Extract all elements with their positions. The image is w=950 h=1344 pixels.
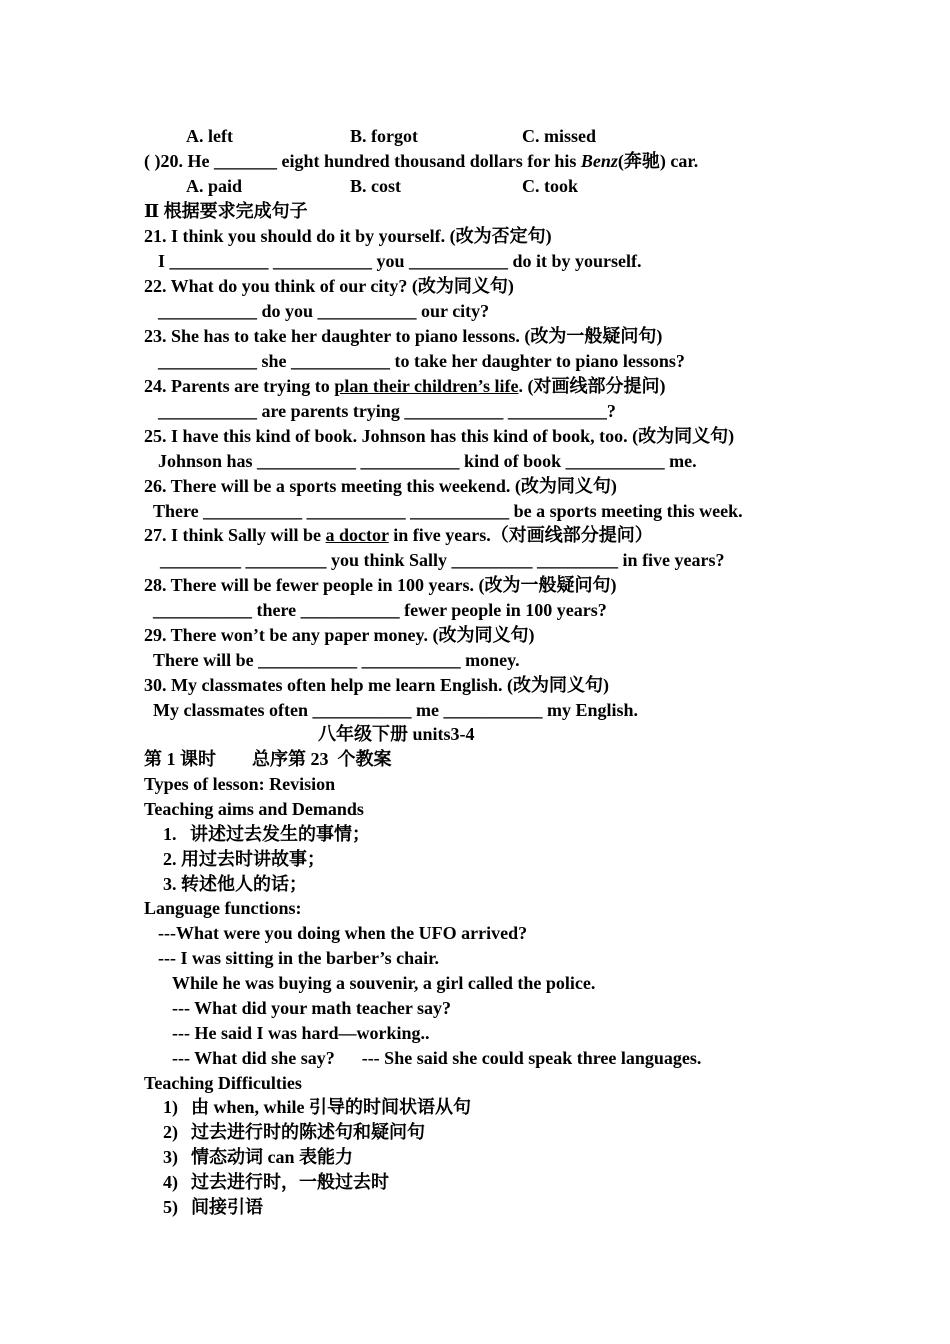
difficulties-title: Teaching Difficulties: [144, 1073, 302, 1093]
q27-underlined-part: a doctor: [325, 525, 389, 545]
q29-answer: There will be ___________ ___________ money.: [153, 650, 520, 670]
q19-option-c: C. missed: [522, 126, 597, 146]
q21-question: 21. I think you should do it by yourself. (改为否定句): [144, 226, 552, 246]
function-line: ---What were you doing when the UFO arrived?: [158, 923, 528, 943]
lesson-heading: 八年级下册 units3-4: [318, 724, 475, 744]
q20-option-a: A. paid: [186, 176, 243, 196]
q22-question: 22. What do you think of our city? (改为同义句): [144, 276, 514, 296]
q30-answer: My classmates often ___________ me ___________ my English.: [153, 700, 638, 720]
q30-question: 30. My classmates often help me learn English. (改为同义句): [144, 675, 609, 695]
q26-question: 26. There will be a sports meeting this weekend. (改为同义句): [144, 476, 617, 496]
aim-item: 1. 讲述过去发生的事情；: [163, 824, 370, 844]
difficulty-item: 1) 由 when, while 引导的时间状语从句: [163, 1097, 472, 1117]
function-line: --- He said I was hard—working..: [172, 1023, 430, 1043]
q20-option-b: B. cost: [350, 176, 401, 196]
q20-option-c: C. took: [522, 176, 579, 196]
q24-underlined-part: plan their children’s life: [334, 376, 519, 396]
function-line: --- I was sitting in the barber’s chair.: [158, 948, 439, 968]
q25-question: 25. I have this kind of book. Johnson has this kind of book, too. (改为同义句): [144, 426, 735, 446]
q23-answer: ___________ she ___________ to take her daughter to piano lessons?: [158, 351, 685, 371]
q24-answer: ___________ are parents trying ___________ ___________?: [158, 401, 616, 421]
q28-question: 28. There will be fewer people in 100 years. (改为一般疑问句): [144, 575, 617, 595]
difficulty-item: 5) 间接引语: [163, 1197, 263, 1217]
q26-answer: There ___________ ___________ ___________ be a sports meeting this week.: [153, 501, 743, 521]
lesson-period: 第 1 课时 总序第 23 个教案: [144, 749, 392, 769]
q20-question: ( )20. He _______ eight hundred thousand dollars for his Benz(奔驰) car.: [144, 151, 699, 171]
q27-answer: _________ _________ you think Sally _________ _________ in five years?: [160, 550, 725, 570]
q22-answer: ___________ do you ___________ our city?: [158, 301, 490, 321]
q19-option-b: B. forgot: [350, 126, 418, 146]
functions-title: Language functions:: [144, 898, 302, 918]
q21-answer: I ___________ ___________ you ___________ do it by yourself.: [158, 251, 642, 271]
q24-question: 24. Parents are trying to plan their children’s life. (对画线部分提问): [144, 376, 666, 396]
function-line: --- What did she say? --- She said she could speak three languages.: [172, 1048, 702, 1068]
difficulty-item: 2) 过去进行时的陈述句和疑问句: [163, 1122, 425, 1142]
q23-question: 23. She has to take her daughter to piano lessons. (改为一般疑问句): [144, 326, 663, 346]
aims-title: Teaching aims and Demands: [144, 799, 364, 819]
q27-question: 27. I think Sally will be a doctor in five years.（对画线部分提问）: [144, 525, 653, 545]
difficulty-item: 4) 过去进行时，一般过去时: [163, 1172, 389, 1192]
q28-answer: ___________ there ___________ fewer people in 100 years?: [153, 600, 607, 620]
aim-item: 2. 用过去时讲故事；: [163, 849, 325, 869]
difficulty-item: 3) 情态动词 can 表能力: [163, 1147, 353, 1167]
function-line: While he was buying a souvenir, a girl called the police.: [172, 973, 596, 993]
q19-option-a: A. left: [186, 126, 233, 146]
lesson-type: Types of lesson: Revision: [144, 774, 336, 794]
q29-question: 29. There won’t be any paper money. (改为同义句): [144, 625, 535, 645]
aim-item: 3. 转述他人的话；: [163, 874, 307, 894]
function-line: --- What did your math teacher say?: [172, 998, 451, 1018]
section2-title: Ⅱ 根据要求完成句子: [144, 201, 308, 221]
q25-answer: Johnson has ___________ ___________ kind of book ___________ me.: [158, 451, 697, 471]
